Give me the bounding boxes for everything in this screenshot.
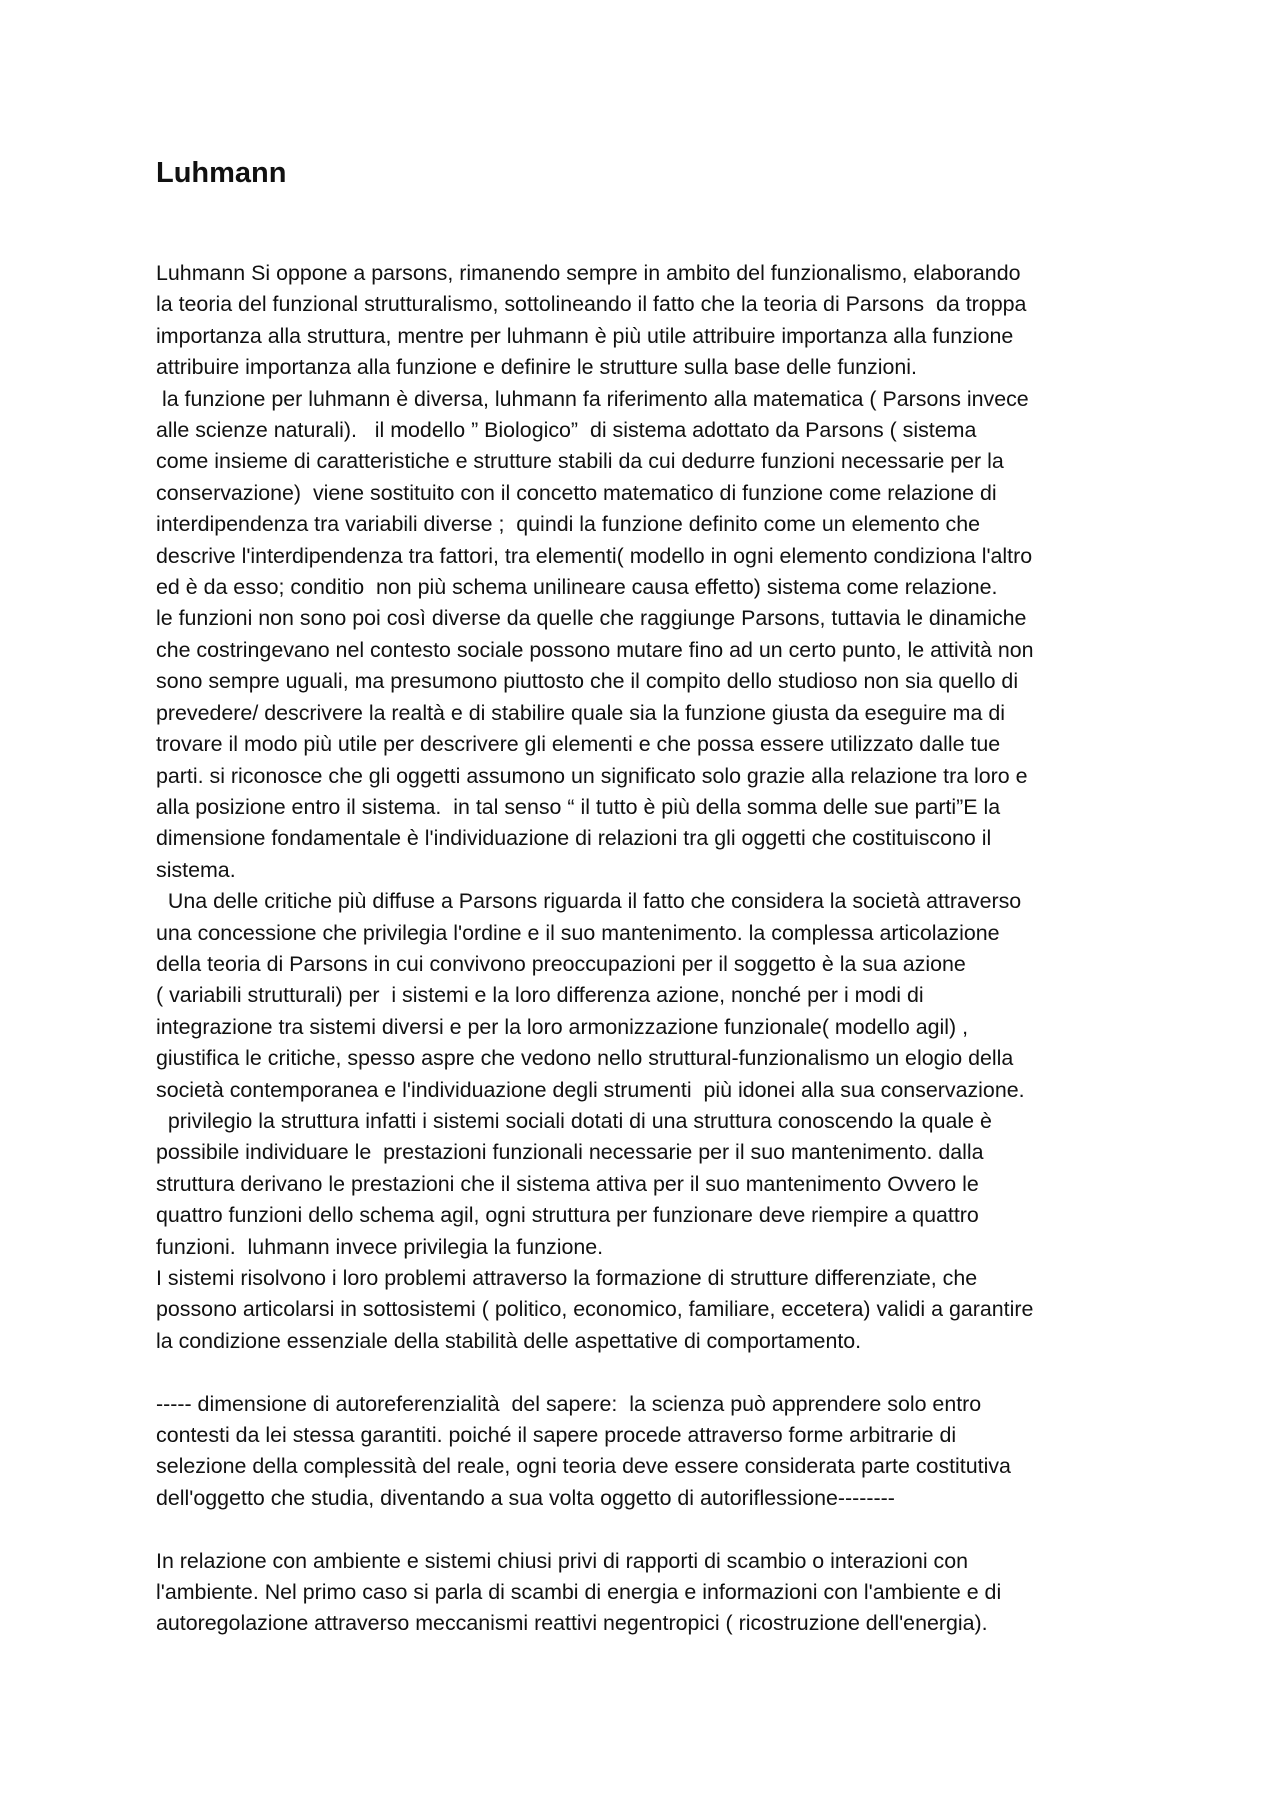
text-line: la teoria del funzional strutturalismo, sottolineando il fatto che la teoria di Parsons da troppa (156, 292, 1027, 317)
text-line: Una delle critiche più diffuse a Parsons riguarda il fatto che considera la società attraverso (156, 889, 1022, 914)
text-line: che costringevano nel contesto sociale possono mutare fino ad un certo punto, le attività non (156, 637, 1034, 662)
text-line: la funzione per luhmann è diversa, luhmann fa riferimento alla matematica ( Parsons invece (156, 386, 1029, 411)
text-line: le funzioni non sono poi così diverse da quelle che raggiunge Parsons, tuttavia le dinamiche (156, 606, 1027, 631)
text-line: ed è da esso; conditio non più schema unilineare causa effetto) sistema come relazione. (156, 575, 998, 600)
text-line: prevedere/ descrivere la realtà e di stabilire quale sia la funzione giusta da eseguire ma di (156, 700, 1005, 725)
text-line: Luhmann Si oppone a parsons, rimanendo sempre in ambito del funzionalismo, elaborando (156, 261, 1021, 285)
document-title: Luhmann (156, 157, 287, 189)
paragraph-gap (156, 1514, 1156, 1545)
text-line: struttura derivano le prestazioni che il sistema attiva per il suo mantenimento Ovvero le (156, 1171, 979, 1196)
text-line: possono articolarsi in sottosistemi ( politico, economico, familiare, eccetera) validi a garantire (156, 1297, 1034, 1322)
text-line: sono sempre uguali, ma presumono piuttosto che il compito dello studioso non sia quello di (156, 669, 1019, 694)
text-line: sistema. (156, 857, 236, 882)
text-line: parti. si riconosce che gli oggetti assumono un significato solo grazie alla relazione tra loro e (156, 763, 1028, 788)
text-line: integrazione tra sistemi diversi e per la loro armonizzazione funzionale( modello agil) , (156, 1014, 969, 1039)
text-line: possibile individuare le prestazioni funzionali necessarie per il suo mantenimento. dalla (156, 1140, 984, 1165)
text-line: giustifica le critiche, spesso aspre che vedono nello struttural-funzionalismo un elogio della (156, 1046, 1014, 1071)
text-line: privilegio la struttura infatti i sistemi sociali dotati di una struttura conoscendo la quale è (156, 1108, 992, 1133)
paragraph (156, 258, 1156, 1357)
text-line: dimensione fondamentale è l'individuazione di relazioni tra gli oggetti che costituiscono il (156, 826, 992, 851)
text-line: interdipendenza tra variabili diverse ; quindi la funzione definito come un elemento che (156, 512, 981, 537)
text-line: l'ambiente. Nel primo caso si parla di scambi di energia e informazioni con l'ambiente e di (156, 1580, 1002, 1605)
text-line: funzioni. luhmann invece privilegia la funzione. (156, 1234, 604, 1259)
text-line: alle scienze naturali). il modello ” Biologico” di sistema adottato da Parsons ( sistema (156, 418, 977, 443)
paragraph (156, 1546, 1156, 1640)
document-body (156, 258, 1156, 1640)
text-line: conservazione) viene sostituito con il concetto matematico di funzione come relazione di (156, 480, 997, 505)
text-line: trovare il modo più utile per descrivere gli elementi e che possa essere utilizzato dalle tue (156, 732, 1001, 757)
text-line: autoregolazione attraverso meccanismi reattivi negentropici ( ricostruzione dell'energia). (156, 1611, 988, 1636)
text-line: una concessione che privilegia l'ordine e il suo mantenimento. la complessa articolazione (156, 920, 1000, 945)
text-line: attribuire importanza alla funzione e definire le strutture sulla base delle funzioni. (156, 355, 917, 380)
text-line: la condizione essenziale della stabilità delle aspettative di comportamento. (156, 1328, 862, 1353)
text-line: descrive l'interdipendenza tra fattori, tra elementi( modello in ogni elemento condiziona l'altro (156, 543, 1033, 568)
text-line: della teoria di Parsons in cui convivono preoccupazioni per il soggetto è la sua azione (156, 951, 966, 976)
text-line: quattro funzioni dello schema agil, ogni struttura per funzionare deve riempire a quattro (156, 1203, 979, 1228)
text-line: ( variabili strutturali) per i sistemi e la loro differenza azione, nonché per i modi di (156, 983, 924, 1008)
text-line: importanza alla struttura, mentre per luhmann è più utile attribuire importanza alla funzione (156, 323, 1014, 348)
paragraph-gap (156, 1357, 1156, 1388)
paragraph (156, 1389, 1156, 1515)
text-line: ----- dimensione di autoreferenzialità del sapere: la scienza può apprendere solo entro (156, 1391, 982, 1416)
text-line: società contemporanea e l'individuazione degli strumenti più idonei alla sua conservazione. (156, 1077, 1025, 1102)
text-line: selezione della complessità del reale, ogni teoria deve essere considerata parte costitutiva (156, 1454, 1011, 1479)
text-line: I sistemi risolvono i loro problemi attraverso la formazione di strutture differenziate, che (156, 1266, 978, 1290)
text-line: dell'oggetto che studia, diventando a sua volta oggetto di autoriflessione-------- (156, 1485, 895, 1510)
text-line: come insieme di caratteristiche e strutture stabili da cui dedurre funzioni necessarie per la (156, 449, 1004, 474)
text-line: alla posizione entro il sistema. in tal senso “ il tutto è più della somma delle sue parti”E la (156, 794, 1001, 819)
text-line: contesti da lei stessa garantiti. poiché il sapere procede attraverso forme arbitrarie di (156, 1423, 957, 1448)
text-line: In relazione con ambiente e sistemi chiusi privi di rapporti di scambio o interazioni con (156, 1548, 969, 1573)
